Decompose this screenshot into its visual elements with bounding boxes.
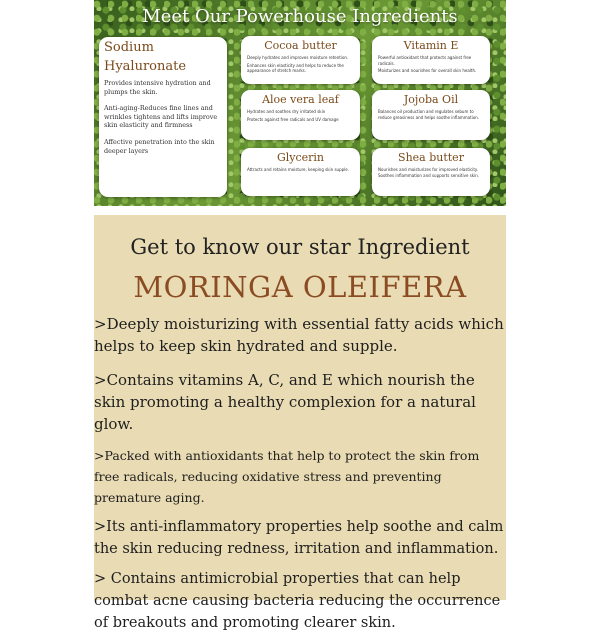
star-bullet: >Contains vitamins A, C, and E which nourish the skin promoting a healthy complexion for a natural glow. <box>94 371 476 433</box>
card-text <box>372 52 490 74</box>
card-title: Sodium Hyaluronate <box>104 40 187 74</box>
card-glycerin <box>241 148 360 196</box>
star-bullet: >Packed with antioxidants that help to protect the skin from free radicals, reducing oxidative stress and preventing premature aging. <box>94 448 480 505</box>
card-aloe-vera-leaf <box>241 90 360 140</box>
ingredients-panel-title: Meet Our Powerhouse Ingredients <box>142 6 458 27</box>
star-bullet: >Deeply moisturizing with essential fatty acids which helps to keep skin hydrated and supple. <box>94 315 504 355</box>
star-ingredient-panel <box>94 215 506 631</box>
card-point: Moisturizes and nourishes for overall skin health. <box>378 68 477 74</box>
card-shea-butter <box>372 148 490 196</box>
card-text <box>372 106 490 120</box>
card-text <box>241 164 360 173</box>
card-title: Aloe vera leaf <box>262 93 339 106</box>
card-point: Attracts and retains moisture, keeping skin supple. <box>247 167 350 172</box>
card-title: Jojoba Oil <box>403 93 459 106</box>
star-bullet: > Contains antimicrobial properties that can help combat acne causing bacteria reducing the occurrence of breakouts and promoting clearer skin. <box>94 571 501 631</box>
star-ingredient-name: MORINGA OLEIFERA <box>133 270 467 304</box>
card-vitamin-e <box>372 36 490 84</box>
card-jojoba-oil <box>372 90 490 140</box>
card-point: Affective penetration into the skin deeper layers <box>104 137 215 155</box>
card-title: Glycerin <box>276 151 325 164</box>
card-text <box>99 76 227 155</box>
star-bullet: >Its anti-inflammatory properties help soothe and calm the skin reducing redness, irritation and inflammation. <box>94 519 504 557</box>
card-sodium-hyaluronate <box>99 37 227 197</box>
card-point: Deeply hydrates and improves moisture retention. <box>247 55 349 60</box>
card-title: Shea butter <box>398 151 464 164</box>
star-bullets <box>94 313 506 634</box>
card-cocoa-butter <box>241 36 360 84</box>
card-text <box>241 52 360 74</box>
card-point: Provides intensive hydration and plumps the skin. <box>104 79 211 96</box>
card-point: Hydrates and soothes dry irritated skin <box>247 109 326 114</box>
card-point: Protects against free radicals and UV damage <box>247 116 339 122</box>
card-title: Cocoa butter <box>264 39 337 52</box>
card-text <box>241 106 360 122</box>
star-heading: Get to know our star Ingredient <box>130 235 470 259</box>
card-title: Vitamin E <box>403 39 459 52</box>
card-point: Anti-aging-Reduces fine lines and wrinkles tightens and lifts improve skin elasticity and firmness <box>104 104 218 130</box>
card-point: Enhances skin elasticity and helps to reduce the appearance of stretch marks. <box>247 62 344 74</box>
card-point: Nourishes and moisturizes for improved elasticity. Soothes inflammation and supports sensitive skin. <box>378 167 480 178</box>
ingredients-panel <box>94 0 506 206</box>
card-point: Powerful antioxidant that protects against free radicals. <box>378 55 472 66</box>
card-point: Balances oil production and regulates sebum to reduce greasiness and helps soothe inflammation. <box>378 109 480 120</box>
card-text <box>372 164 490 178</box>
